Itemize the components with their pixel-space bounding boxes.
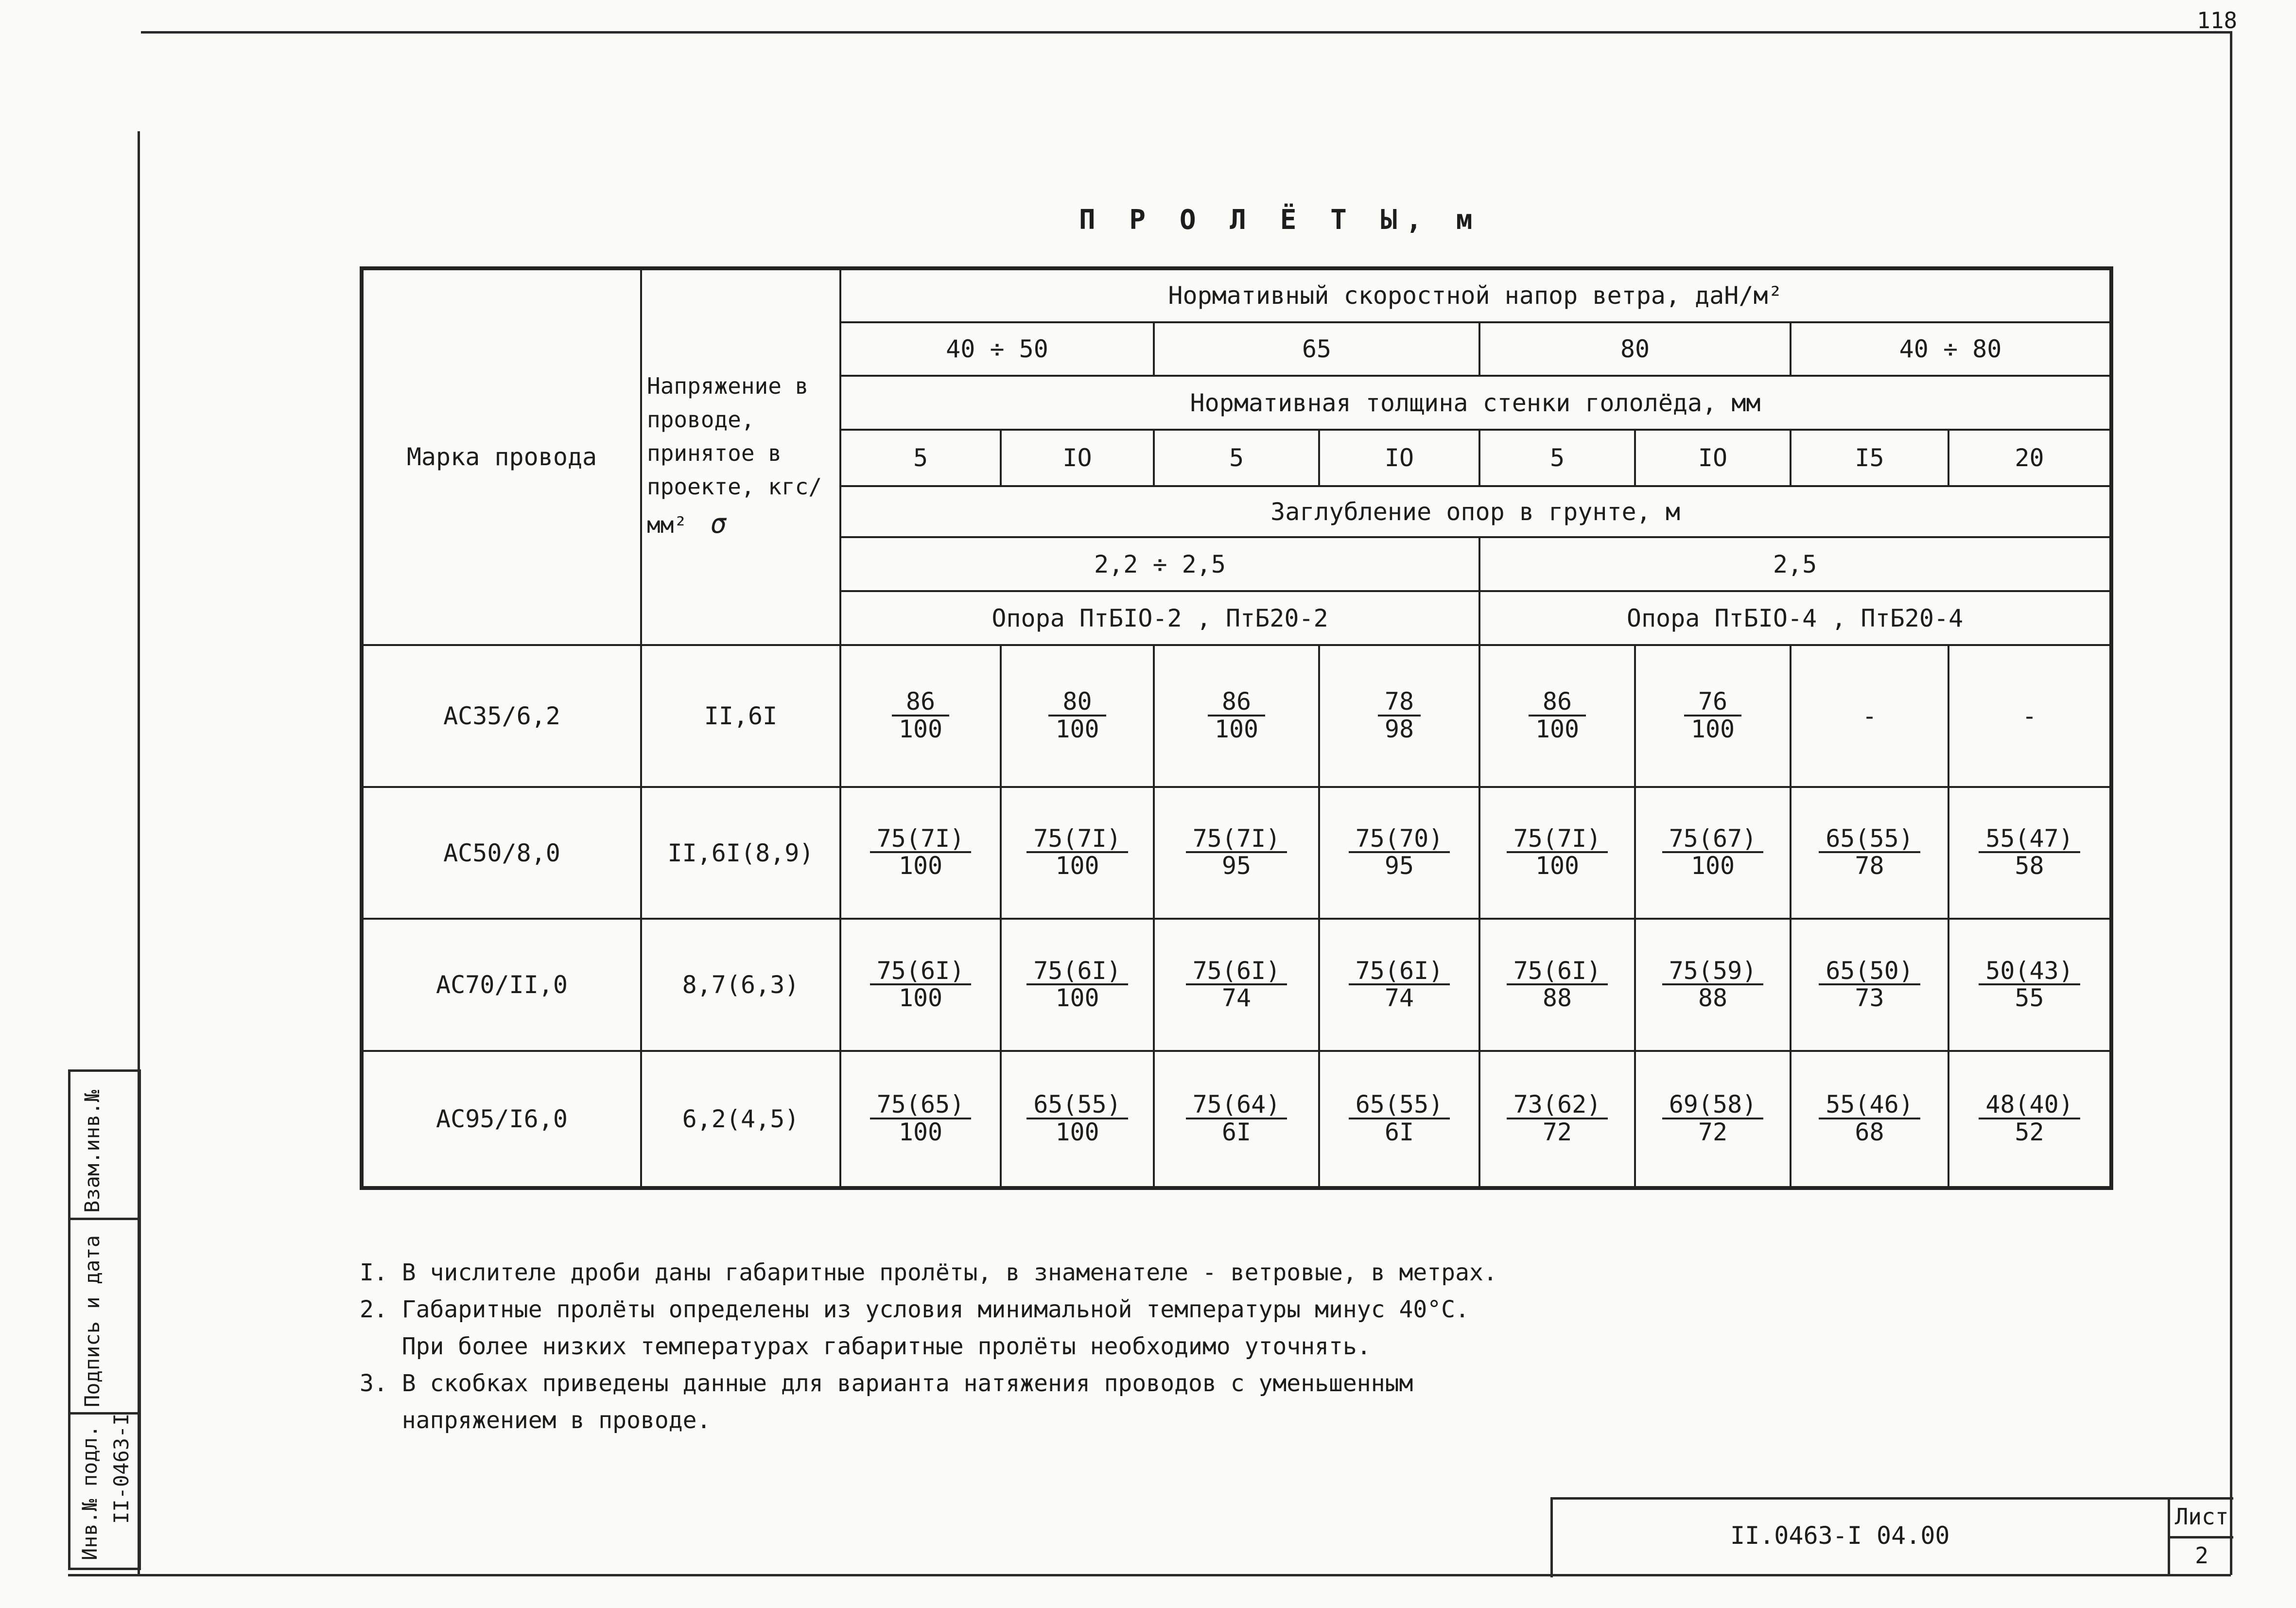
wind-span-value: 95	[1384, 852, 1414, 880]
wind-span-value: 100	[898, 715, 943, 743]
header-depth-value: 2,2 ÷ 2,5	[840, 537, 1479, 591]
span-fraction	[1208, 689, 1265, 742]
wind-span-value: 100	[898, 1118, 943, 1146]
table-row	[362, 645, 2111, 787]
header-wind-group: 40 ÷ 80	[1791, 322, 2111, 376]
span-fraction	[1507, 826, 1608, 879]
wind-span-value: 6I	[1221, 1118, 1252, 1146]
gauge-span-value: 48(40)	[1979, 1092, 2080, 1119]
span-fraction	[1684, 689, 1741, 742]
span-cell	[1948, 645, 2111, 787]
span-fraction	[870, 826, 972, 879]
span-fraction	[1026, 1092, 1128, 1145]
sheet-number: 2	[2168, 1536, 2233, 1575]
header-depth: Заглубление опор в грунте, м	[840, 486, 2111, 538]
gauge-span-value: 86	[1529, 689, 1586, 717]
sheet-label: Лист	[2168, 1497, 2233, 1538]
span-fraction	[1507, 958, 1608, 1011]
header-ice-value: IO	[1319, 430, 1479, 486]
span-fraction	[1349, 958, 1450, 1011]
span-cell	[1154, 645, 1319, 787]
header-support-type: Опора ПтБIО-4 , ПтБ20-4	[1479, 591, 2111, 645]
span-cell	[1319, 919, 1479, 1051]
wind-span-value: 52	[2015, 1118, 2044, 1146]
gauge-span-value: 75(7I)	[1507, 826, 1608, 854]
wind-span-value: 55	[2015, 984, 2044, 1013]
span-fraction	[1979, 1092, 2080, 1145]
spans-table	[360, 266, 2113, 1190]
header-ice-value: IO	[1635, 430, 1791, 486]
span-cell	[1319, 1051, 1479, 1188]
span-cell	[1001, 787, 1154, 919]
gauge-span-value: 80	[1048, 689, 1106, 717]
header-ice-value: IO	[1001, 430, 1154, 486]
stamp-inv-orig-cell	[70, 1412, 139, 1565]
header-ice-value: I5	[1791, 430, 1948, 486]
wind-span-value: 100	[1055, 852, 1099, 880]
span-cell	[1791, 645, 1948, 787]
gauge-span-value: 75(6I)	[1349, 958, 1450, 986]
span-cell	[1948, 1051, 2111, 1188]
wind-span-value: 72	[1542, 1118, 1572, 1146]
wire-mark-cell: АС95/I6,0	[362, 1051, 641, 1188]
span-fraction	[1186, 1092, 1287, 1145]
table-row	[362, 787, 2111, 919]
wind-span-value: 100	[1214, 715, 1259, 743]
note-line: напряжением в проводе.	[360, 1407, 711, 1434]
header-depth-value: 2,5	[1479, 537, 2111, 591]
wind-span-value: 100	[898, 984, 943, 1013]
header-support-type: Опора ПтБIО-2 , ПтБ20-2	[840, 591, 1479, 645]
document-code: II.0463-I 04.00	[1730, 1521, 1950, 1550]
span-cell	[840, 787, 1001, 919]
gauge-span-value: 55(47)	[1979, 826, 2080, 854]
stress-cell: II,6I(8,9)	[641, 787, 840, 919]
wind-span-value: 74	[1384, 984, 1414, 1013]
span-cell	[1001, 645, 1154, 787]
wind-span-value: 98	[1384, 715, 1414, 743]
gauge-span-value: 65(55)	[1026, 1092, 1128, 1119]
header-ice-value: 5	[1154, 430, 1319, 486]
header-ice-value: 5	[1479, 430, 1635, 486]
header-stress-text: Напряжение в проводе, принятое в проекте, кгс/мм²	[647, 373, 822, 539]
wind-span-value: 100	[1535, 715, 1580, 743]
gauge-span-value: 75(65)	[870, 1092, 972, 1119]
gauge-span-value: 65(55)	[1349, 1092, 1450, 1119]
header-stress-symbol: σ	[710, 508, 727, 540]
gauge-span-value: 75(7I)	[1026, 826, 1128, 854]
gauge-span-value: 75(67)	[1662, 826, 1764, 854]
header-ice-value: 20	[1948, 430, 2111, 486]
span-fraction	[1819, 1092, 1920, 1145]
wind-span-value: 58	[2015, 852, 2044, 880]
span-cell	[1001, 919, 1154, 1051]
top-frame-line	[141, 31, 2231, 34]
gauge-span-value: 78	[1378, 689, 1421, 717]
gauge-span-value: 75(64)	[1186, 1092, 1287, 1119]
wind-span-value: 6I	[1384, 1118, 1414, 1146]
span-cell	[840, 919, 1001, 1051]
wind-span-value: 100	[1055, 715, 1099, 743]
gauge-span-value: 75(7I)	[870, 826, 972, 854]
span-cell	[1154, 787, 1319, 919]
gauge-span-value: 75(70)	[1349, 826, 1450, 854]
page-title: П Р О Л Ё Т Ы, м	[1079, 204, 1481, 236]
span-fraction	[1349, 826, 1450, 879]
stress-cell: II,6I	[641, 645, 840, 787]
right-frame-line	[2230, 31, 2232, 1575]
note-line: При более низких температурах габаритные пролёты необходимо уточнять.	[360, 1333, 1371, 1360]
wind-span-value: 88	[1542, 984, 1572, 1013]
span-fraction	[870, 958, 972, 1011]
note-line: 2. Габаритные пролёты определены из условия минимальной температуры минус 40°С.	[360, 1296, 1469, 1323]
span-fraction	[1026, 826, 1128, 879]
span-fraction	[1979, 826, 2080, 879]
header-wire-mark: Марка провода	[362, 268, 641, 645]
span-cell	[1791, 919, 1948, 1051]
wind-span-value: 100	[1690, 715, 1735, 743]
stamp-inv-value: II-0463-I	[109, 1413, 133, 1524]
span-fraction	[1186, 958, 1287, 1011]
note-line: 3. В скобках приведены данные для варианта натяжения проводов с уменьшенным	[360, 1370, 1413, 1397]
span-fraction	[1662, 1092, 1764, 1145]
margin-stamp	[68, 1069, 141, 1570]
span-cell	[1635, 919, 1791, 1051]
header-ice-value: 5	[840, 430, 1001, 486]
header-ice-thickness: Нормативная толщина стенки гололёда, мм	[840, 376, 2111, 430]
span-cell	[1319, 645, 1479, 787]
span-cell	[1479, 919, 1635, 1051]
span-cell	[1001, 1051, 1154, 1188]
span-fraction	[1507, 1092, 1608, 1145]
span-fraction	[870, 1092, 972, 1145]
span-fraction	[892, 689, 949, 742]
span-cell	[840, 645, 1001, 787]
gauge-span-value: 55(46)	[1819, 1092, 1920, 1119]
span-fraction	[1979, 958, 2080, 1011]
gauge-span-value: 86	[892, 689, 949, 717]
stamp-replace-inv-cell	[70, 1072, 139, 1220]
wind-span-value: 88	[1698, 984, 1728, 1013]
wind-span-value: 100	[1055, 984, 1099, 1013]
span-fraction	[1819, 826, 1920, 879]
notes	[360, 1254, 1575, 1439]
stamp-replace-inv: Взам.инв.№	[80, 1090, 104, 1213]
wind-span-value: 100	[1055, 1118, 1099, 1146]
stress-cell: 8,7(6,3)	[641, 919, 840, 1051]
wind-span-value: 72	[1698, 1118, 1728, 1146]
stress-cell: 6,2(4,5)	[641, 1051, 840, 1188]
span-fraction	[1349, 1092, 1450, 1145]
table-row	[362, 919, 2111, 1051]
span-fraction	[1819, 958, 1920, 1011]
span-cell	[1479, 645, 1635, 787]
span-fraction	[1662, 958, 1764, 1011]
wind-span-value: 100	[898, 852, 943, 880]
span-cell	[1154, 919, 1319, 1051]
span-cell	[1948, 919, 2111, 1051]
span-cell	[1635, 1051, 1791, 1188]
gauge-span-value: 50(43)	[1979, 958, 2080, 986]
gauge-span-value: 69(58)	[1662, 1092, 1764, 1119]
wind-span-value: 100	[1535, 852, 1580, 880]
span-cell	[1479, 787, 1635, 919]
gauge-span-value: 75(7I)	[1186, 826, 1287, 854]
gauge-span-value: 65(50)	[1819, 958, 1920, 986]
wind-span-value: 73	[1855, 984, 1884, 1013]
wire-mark-cell: АС35/6,2	[362, 645, 641, 787]
gauge-span-value: 75(6I)	[1026, 958, 1128, 986]
span-fraction	[1048, 689, 1106, 742]
span-cell	[1154, 1051, 1319, 1188]
span-fraction	[1026, 958, 1128, 1011]
stamp-sign-date-cell	[70, 1218, 139, 1415]
table-body	[362, 645, 2111, 1188]
header-wind-group: 65	[1154, 322, 1479, 376]
wind-span-value: 74	[1221, 984, 1252, 1013]
span-fraction	[1378, 689, 1421, 742]
stamp-sign-date: Подпись и дата	[80, 1235, 104, 1407]
corner-page-number: 118	[2197, 7, 2238, 34]
wind-span-value: 95	[1221, 852, 1252, 880]
gauge-span-value: 73(62)	[1507, 1092, 1608, 1119]
span-cell	[1791, 1051, 1948, 1188]
wire-mark-cell: АС70/II,0	[362, 919, 641, 1051]
span-cell	[1319, 787, 1479, 919]
span-fraction	[1529, 689, 1586, 742]
span-cell	[840, 1051, 1001, 1188]
span-dash: -	[1862, 701, 1877, 730]
header-stress	[641, 268, 840, 645]
span-cell	[1635, 645, 1791, 787]
gauge-span-value: 75(6I)	[870, 958, 972, 986]
gauge-span-value: 75(6I)	[1186, 958, 1287, 986]
header-wind-group: 40 ÷ 50	[840, 322, 1154, 376]
note-line: I. В числителе дроби даны габаритные пролёты, в знаменателе - ветровые, в метрах.	[360, 1259, 1497, 1286]
wind-span-value: 68	[1855, 1118, 1884, 1146]
span-cell	[1948, 787, 2111, 919]
gauge-span-value: 86	[1208, 689, 1265, 717]
wind-span-value: 78	[1855, 852, 1884, 880]
span-dash: -	[2022, 701, 2037, 730]
span-cell	[1479, 1051, 1635, 1188]
gauge-span-value: 75(59)	[1662, 958, 1764, 986]
span-cell	[1791, 787, 1948, 919]
span-fraction	[1662, 826, 1764, 879]
gauge-span-value: 75(6I)	[1507, 958, 1608, 986]
wind-span-value: 100	[1690, 852, 1735, 880]
stamp-inv-orig: Инв.№ подл.	[78, 1425, 102, 1560]
wire-mark-cell: АС50/8,0	[362, 787, 641, 919]
header-wind-pressure: Нормативный скоростной напор ветра, даН/м²	[840, 268, 2111, 322]
gauge-span-value: 76	[1684, 689, 1741, 717]
span-cell	[1635, 787, 1791, 919]
header-wind-group: 80	[1479, 322, 1791, 376]
gauge-span-value: 65(55)	[1819, 826, 1920, 854]
table-row	[362, 1051, 2111, 1188]
span-fraction	[1186, 826, 1287, 879]
